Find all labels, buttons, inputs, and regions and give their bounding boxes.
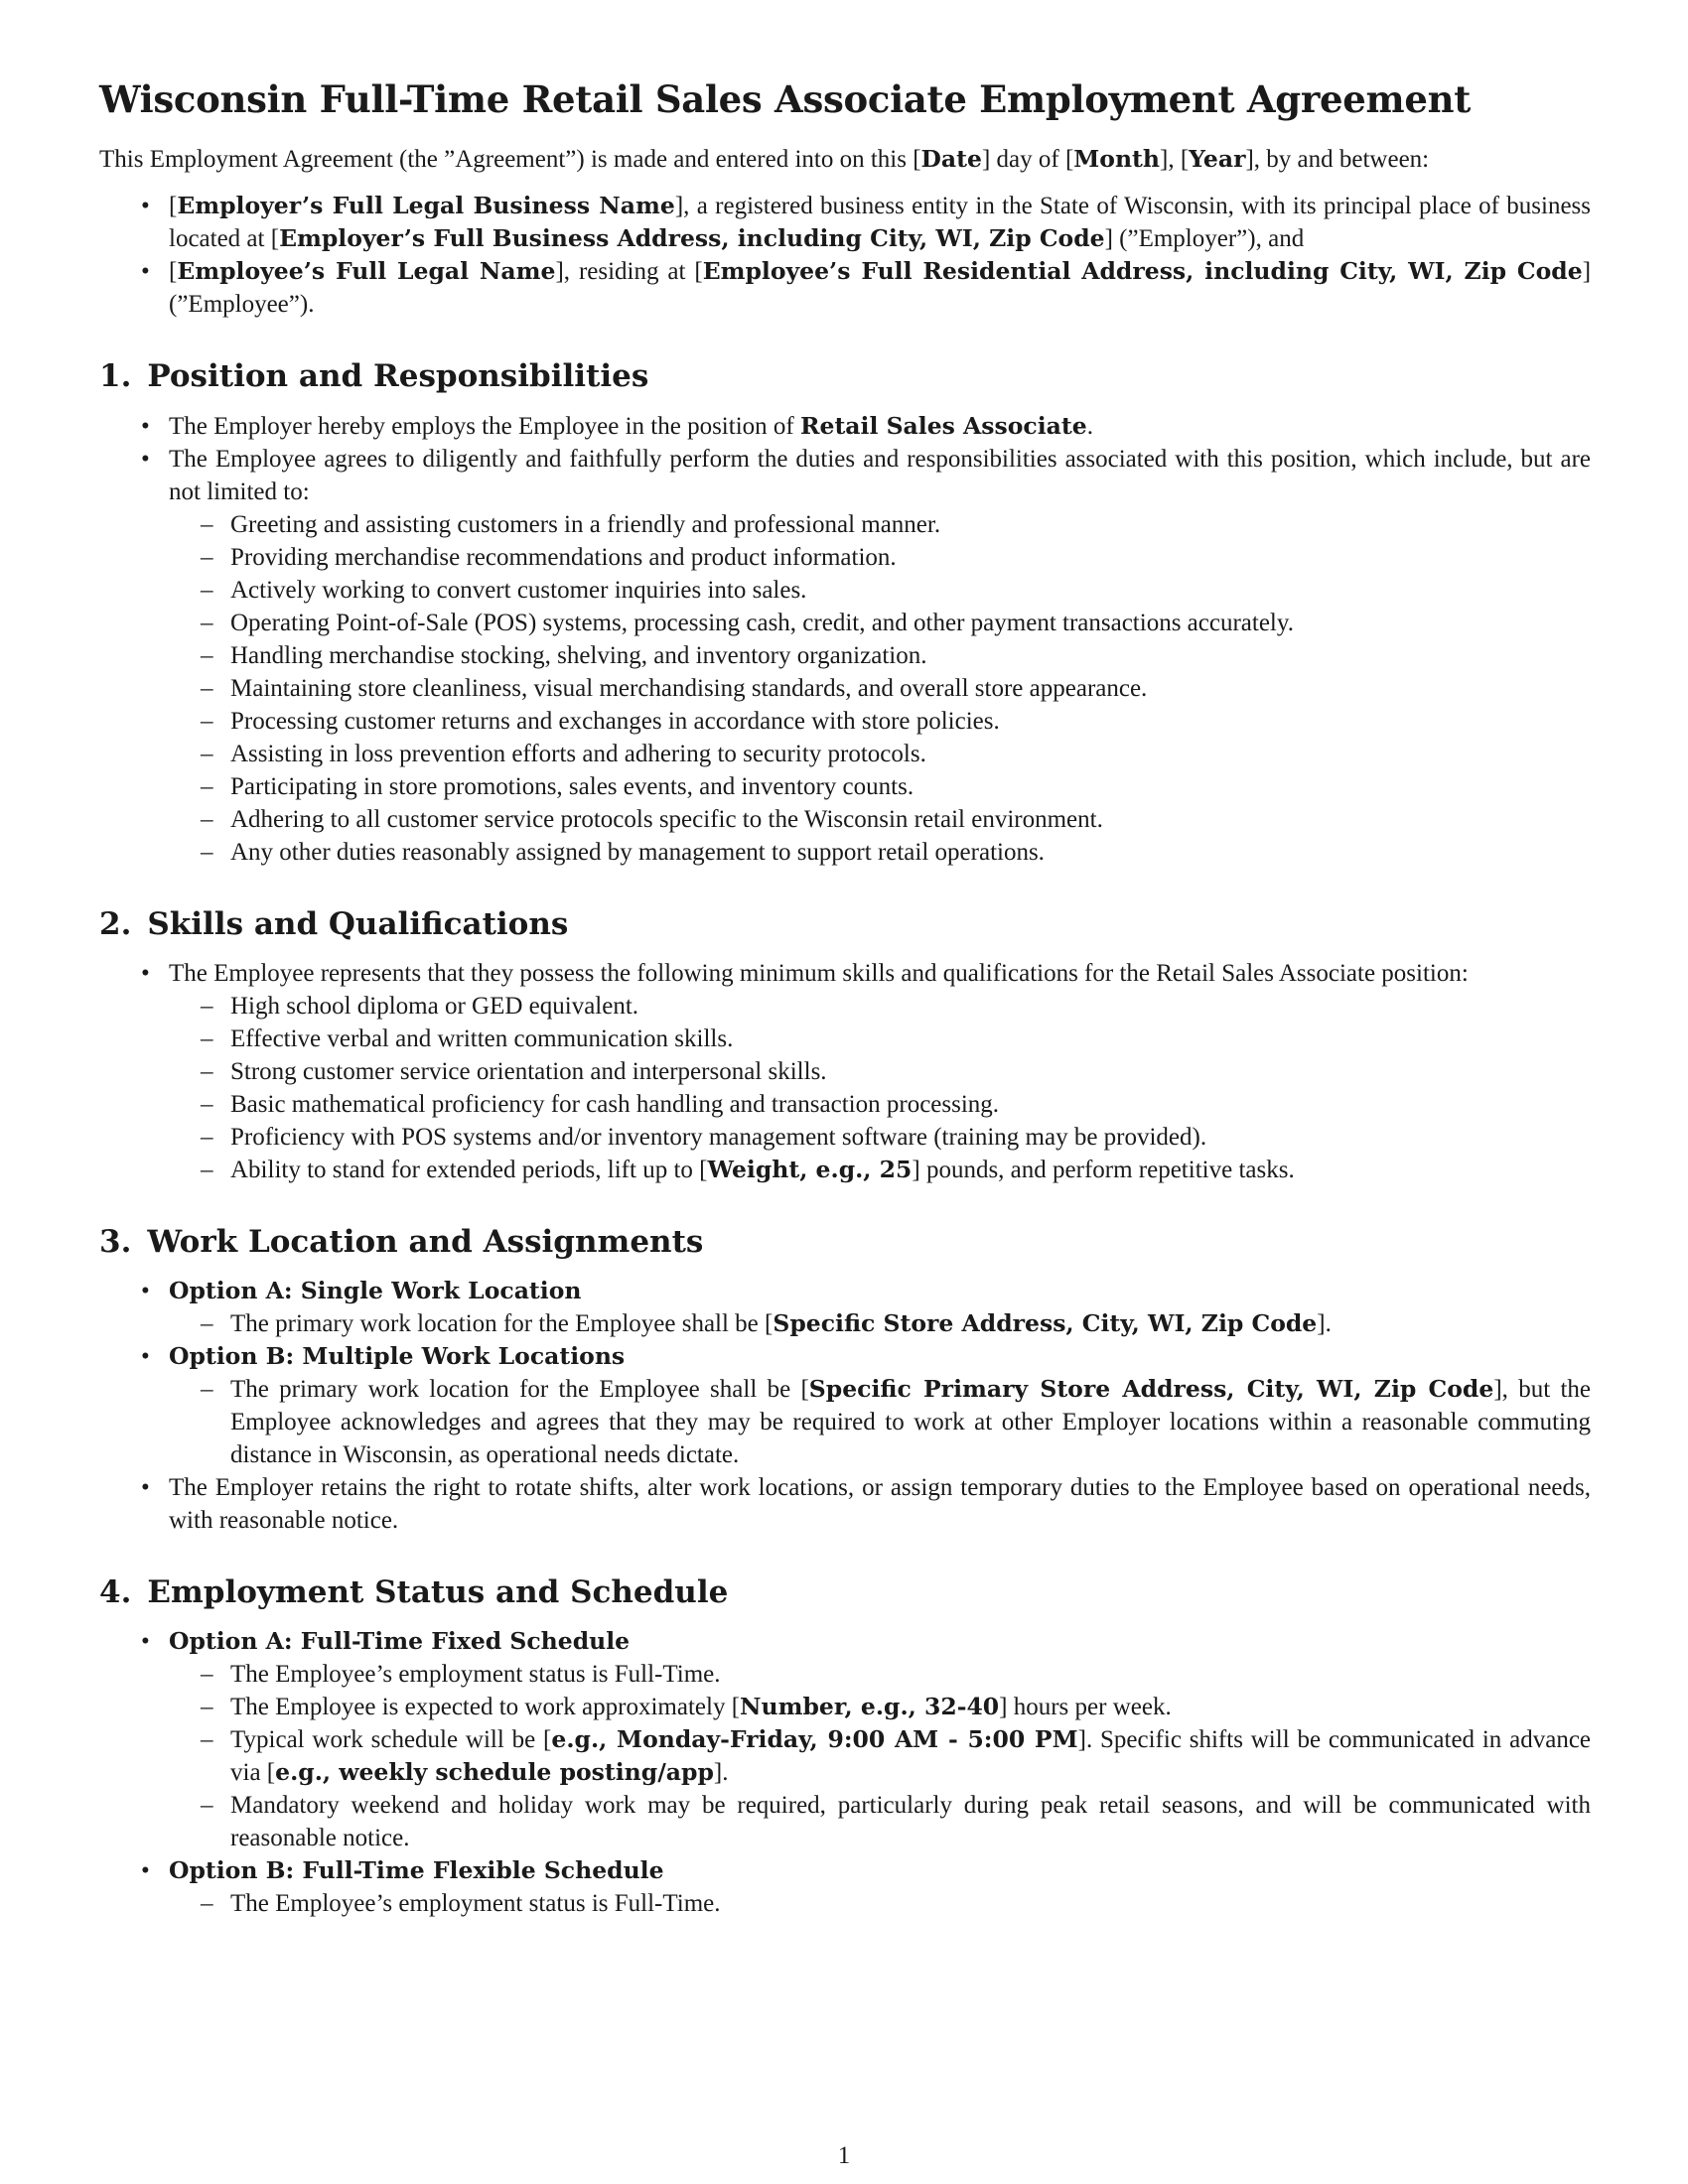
- duty-item: – Maintaining store cleanliness, visual merchandising standards, and overall store appearance.: [169, 672, 1591, 705]
- duty-item: – Processing customer returns and exchanges in accordance with store policies.: [169, 705, 1591, 738]
- option-label: Option A: Single Work Location: [169, 1276, 582, 1304]
- location-list: [99, 1275, 1591, 1537]
- text: The Employee agrees to diligently and faithfully perform the duties and responsibilities associated with this position, which include, but are not limited to:: [169, 445, 1591, 505]
- duty-item: – Greeting and assisting customers in a friendly and professional manner.: [169, 508, 1591, 541]
- text: .: [1086, 412, 1093, 440]
- list-item: [99, 443, 1591, 869]
- page-number: 1: [837, 2142, 851, 2169]
- duty-item: – Actively working to convert customer inquiries into sales.: [169, 574, 1591, 607]
- duty-item: – Participating in store promotions, sales events, and inventory counts.: [169, 770, 1591, 803]
- sub-list: [169, 1307, 1591, 1340]
- year-placeholder: Year: [1189, 145, 1246, 174]
- position-title: Retail Sales Associate: [799, 411, 1087, 440]
- section-heading-skills: [99, 906, 1591, 943]
- communication-placeholder: e.g., weekly schedule posting/app: [275, 1758, 714, 1787]
- sub-list: [169, 1658, 1591, 1854]
- party-employee: [99, 255, 1591, 321]
- list-item: [99, 410, 1591, 443]
- section-heading-status: [99, 1574, 1591, 1611]
- text: Ability to stand for extended periods, lift up to [: [230, 1156, 708, 1183]
- intro-text: ], [: [1160, 146, 1190, 174]
- duty-item: – Assisting in loss prevention efforts and adhering to security protocols.: [169, 738, 1591, 770]
- status-list: [99, 1625, 1591, 1920]
- text: ] (”Employer”), and: [1104, 225, 1305, 253]
- duty-item: – Any other duties reasonably assigned by management to support retail operations.: [169, 836, 1591, 869]
- list-item: [99, 957, 1591, 1186]
- date-placeholder: Date: [920, 145, 982, 174]
- schedule-placeholder: e.g., Monday-Friday, 9:00 AM - 5:00 PM: [551, 1725, 1078, 1754]
- list-item: [99, 1275, 1591, 1340]
- store-address-placeholder: Specific Store Address, City, WI, Zip Code: [773, 1308, 1318, 1337]
- sub-item: – The Employee’s employment status is Full-Time.: [169, 1887, 1591, 1920]
- duties-list: [169, 508, 1591, 869]
- text: ], but the Employee acknowledges and agrees that they may be required to work at other Employer locations within a reasonable commuting distance in Wisconsin, as operational needs dictate.: [230, 1375, 1591, 1468]
- section-number: 4.: [99, 1573, 132, 1610]
- duty-item: – Operating Point-of-Sale (POS) systems, processing cash, credit, and other payment transactions accurately.: [169, 607, 1591, 639]
- option-label: Option B: Full-Time Flexible Schedule: [169, 1856, 664, 1885]
- text: ] pounds, and perform repetitive tasks.: [912, 1156, 1295, 1183]
- sub-item: [169, 1373, 1591, 1471]
- list-item: [99, 1625, 1591, 1854]
- employee-address-placeholder: Employee’s Full Residential Address, including City, WI, Zip Code: [702, 257, 1583, 286]
- primary-store-address-placeholder: Specific Primary Store Address, City, WI, Zip Code: [808, 1374, 1494, 1403]
- list-item: • The Employer retains the right to rotate shifts, alter work locations, or assign temporary duties to the Employee based on operational needs, with reasonable notice.: [99, 1471, 1591, 1537]
- section-number: 2.: [99, 905, 132, 942]
- sub-item: [169, 1307, 1591, 1340]
- position-list: [99, 410, 1591, 869]
- qualification-item: [169, 1154, 1591, 1186]
- text: ] hours per week.: [999, 1694, 1172, 1721]
- intro-text: This Employment Agreement (the ”Agreement”) is made and entered into on this [: [99, 146, 921, 174]
- sub-list: [169, 1373, 1591, 1471]
- section-title: Employment Status and Schedule: [147, 1573, 729, 1610]
- list-item: [99, 1340, 1591, 1471]
- sub-item: – The Employee’s employment status is Full-Time.: [169, 1658, 1591, 1691]
- skills-list: [99, 957, 1591, 1186]
- text: Typical work schedule will be [: [230, 1726, 552, 1754]
- employee-name-placeholder: Employee’s Full Legal Name: [177, 257, 556, 286]
- section-heading-position: [99, 358, 1591, 395]
- duty-item: – Providing merchandise recommendations and product information.: [169, 541, 1591, 574]
- qualifications-list: [169, 990, 1591, 1186]
- text: ]. Specific shifts will be communicated in advance via [: [230, 1726, 1592, 1787]
- section-heading-location: [99, 1224, 1591, 1261]
- party-employer: [99, 190, 1591, 255]
- text: ].: [713, 1759, 729, 1787]
- intro-text: ] day of [: [981, 146, 1074, 174]
- section-number: 1.: [99, 358, 132, 395]
- text: ], a registered business entity in the State of Wisconsin, with its principal place of business located at [: [169, 193, 1591, 253]
- sub-list: [169, 1887, 1591, 1920]
- month-placeholder: Month: [1073, 145, 1160, 174]
- text: ], residing at [: [555, 258, 703, 286]
- employer-address-placeholder: Employer’s Full Business Address, including City, WI, Zip Code: [279, 224, 1105, 253]
- weight-placeholder: Weight, e.g., 25: [707, 1155, 913, 1183]
- text: ] (”Employee”).: [169, 258, 1592, 319]
- duty-item: – Handling merchandise stocking, shelving, and inventory organization.: [169, 639, 1591, 672]
- text: The primary work location for the Employee shall be [: [230, 1375, 809, 1403]
- qualification-item: – Proficiency with POS systems and/or inventory management software (training may be provided).: [169, 1121, 1591, 1154]
- text: [: [169, 193, 178, 220]
- section-number: 3.: [99, 1223, 132, 1260]
- sub-item: [169, 1691, 1591, 1723]
- text: [: [169, 258, 178, 286]
- option-label: Option A: Full-Time Fixed Schedule: [169, 1627, 631, 1656]
- qualification-item: – High school diploma or GED equivalent.: [169, 990, 1591, 1023]
- section-title: Position and Responsibilities: [147, 358, 649, 395]
- section-title: Work Location and Assignments: [147, 1223, 704, 1260]
- text: The Employee is expected to work approximately [: [230, 1694, 741, 1721]
- duty-item: – Adhering to all customer service protocols specific to the Wisconsin retail environment.: [169, 803, 1591, 836]
- qualification-item: – Basic mathematical proficiency for cash handling and transaction processing.: [169, 1088, 1591, 1121]
- list-item: [99, 1854, 1591, 1920]
- employer-name-placeholder: Employer’s Full Legal Business Name: [177, 192, 675, 220]
- qualification-item: – Strong customer service orientation and interpersonal skills.: [169, 1055, 1591, 1088]
- parties-list: [99, 190, 1591, 321]
- qualification-item: – Effective verbal and written communication skills.: [169, 1023, 1591, 1055]
- text: ].: [1317, 1309, 1332, 1337]
- text: The Employee represents that they possess the following minimum skills and qualifications for the Retail Sales Associate position:: [169, 959, 1469, 987]
- sub-item: [169, 1723, 1591, 1789]
- text: The primary work location for the Employee shall be [: [230, 1309, 774, 1337]
- option-label: Option B: Multiple Work Locations: [169, 1341, 626, 1370]
- document-title: Wisconsin Full-Time Retail Sales Associate Employment Agreement: [99, 77, 1472, 121]
- hours-placeholder: Number, e.g., 32-40: [740, 1693, 1000, 1721]
- section-title: Skills and Qualifications: [147, 905, 569, 942]
- intro-text: ], by and between:: [1245, 146, 1430, 174]
- text: The Employer hereby employs the Employee in the position of: [169, 412, 800, 440]
- sub-item: – Mandatory weekend and holiday work may be required, particularly during peak retail seasons, and will be communicated with reasonable notice.: [169, 1789, 1591, 1854]
- intro-paragraph: [99, 143, 1591, 176]
- document-page: [99, 77, 1591, 1920]
